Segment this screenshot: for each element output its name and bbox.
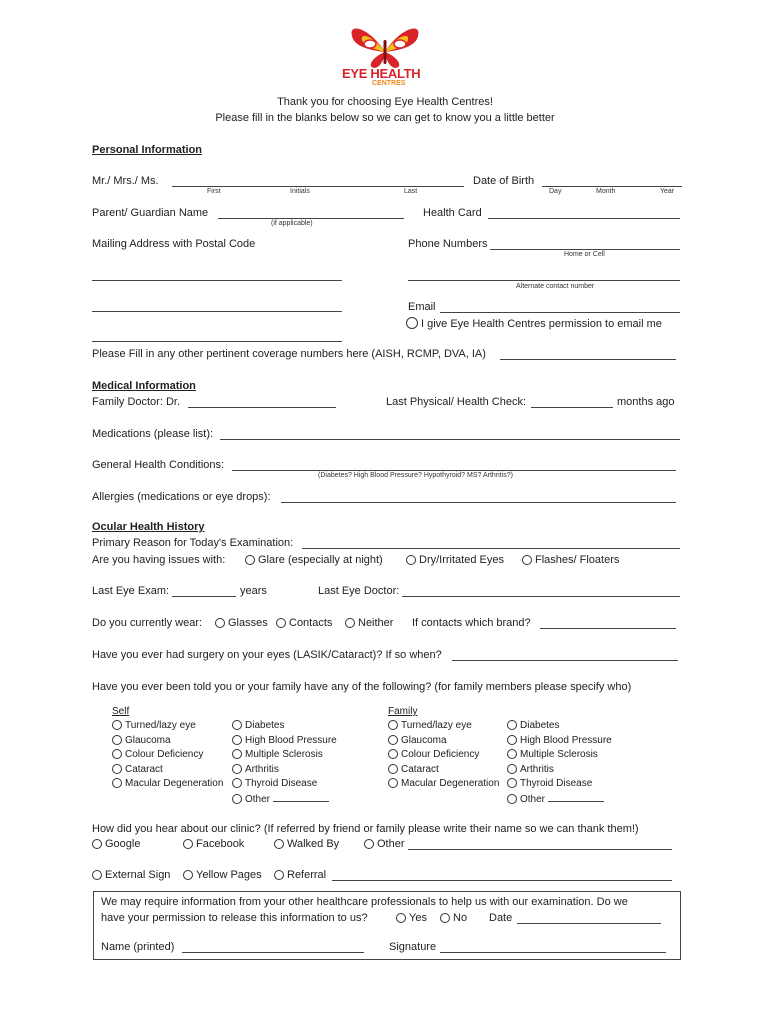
self-glaucoma-radio[interactable] — [112, 735, 122, 745]
self-thyroid-label: Thyroid Disease — [245, 778, 318, 789]
coverage-field[interactable] — [500, 359, 676, 360]
family-thyroid-radio[interactable] — [507, 778, 517, 788]
name-field[interactable] — [172, 186, 464, 187]
family-diabetes-radio[interactable] — [507, 720, 517, 730]
sub-day: Day — [549, 188, 562, 195]
issue-flashes-option[interactable] — [522, 554, 619, 566]
allergies-label: Allergies (medications or eye drops): — [92, 491, 271, 503]
family-ms-label: Multiple Sclerosis — [520, 749, 598, 760]
self-arthritis-label: Arthritis — [245, 763, 279, 775]
ref-sign-radio[interactable] — [92, 870, 102, 880]
family-arthritis-radio[interactable] — [507, 764, 517, 774]
ref-yellow-option[interactable] — [183, 869, 262, 881]
family-turned-radio[interactable] — [388, 720, 398, 730]
email-field[interactable] — [440, 312, 680, 313]
self-glaucoma-label: Glaucoma — [125, 734, 171, 746]
sub-month: Month — [596, 188, 616, 195]
consent-no-option[interactable] — [440, 912, 467, 924]
self-other-field[interactable] — [273, 792, 329, 802]
family-heading: Family — [388, 706, 418, 717]
last-exam-label: Last Eye Exam: — [92, 585, 170, 597]
family-colour-radio[interactable] — [388, 749, 398, 759]
guardian-label: Parent/ Guardian Name — [92, 207, 209, 219]
issue-flashes-radio[interactable] — [522, 555, 532, 565]
email-label: Email — [408, 301, 436, 313]
family-thyroid-option[interactable] — [507, 777, 612, 792]
name-label: Mr./ Mrs./ Ms. — [92, 175, 159, 187]
intro-line2: Please fill in the blanks below so we can get to know you a little better — [215, 112, 555, 124]
consent-date-label: Date — [489, 912, 513, 924]
sub-first: First — [207, 188, 221, 195]
wear-glasses-label: Glasses — [228, 617, 268, 629]
ref-sign-label: External Sign — [105, 869, 171, 881]
allergies-field[interactable] — [281, 502, 676, 503]
family-other-option[interactable] — [507, 792, 612, 808]
email-permission-radio[interactable] — [406, 317, 418, 329]
wear-label: Do you currently wear: — [92, 617, 203, 629]
ref-google-label: Google — [105, 838, 141, 850]
surgery-label: Have you ever had surgery on your eyes (LASIK/Cataract)? If so when? — [92, 649, 442, 661]
self-diabetes-label: Diabetes — [245, 720, 285, 731]
sub-last: Last — [404, 188, 418, 195]
sub-alternate: Alternate contact number — [516, 283, 595, 290]
health-card-field[interactable] — [488, 218, 680, 219]
ref-other-field[interactable] — [408, 849, 672, 850]
sub-initials: Initials — [290, 188, 310, 195]
dob-field[interactable] — [542, 186, 682, 187]
family-thyroid-label: Thyroid Disease — [520, 778, 593, 789]
wear-neither-label: Neither — [358, 617, 394, 629]
self-col2 — [232, 719, 337, 807]
family-turned-option[interactable] — [388, 719, 499, 734]
ref-other-option[interactable] — [364, 838, 405, 850]
wear-glasses-radio[interactable] — [215, 618, 225, 628]
phone-label: Phone Numbers — [408, 238, 488, 250]
address-line-3[interactable] — [92, 341, 342, 342]
issue-glare-option[interactable] — [245, 554, 383, 566]
consent-name-label: Name (printed) — [101, 941, 175, 953]
self-macular-radio[interactable] — [112, 778, 122, 788]
last-doctor-field[interactable] — [402, 596, 680, 597]
self-cataract-label: Cataract — [125, 763, 163, 775]
last-exam-field[interactable] — [172, 596, 236, 597]
dob-label: Date of Birth — [473, 175, 535, 187]
family-ms-radio[interactable] — [507, 749, 517, 759]
ocular-heading: Ocular Health History — [92, 521, 205, 533]
phone-field[interactable] — [490, 249, 680, 250]
self-thyroid-radio[interactable] — [232, 778, 242, 788]
medications-label: Medications (please list): — [92, 428, 214, 440]
ref-sign-option[interactable] — [92, 869, 170, 881]
ref-referral-label: Referral — [287, 869, 327, 881]
ref-walked-radio[interactable] — [274, 839, 284, 849]
sub-if-applicable: (if applicable) — [271, 220, 313, 227]
self-colour-label: Colour Deficiency — [125, 749, 204, 760]
consent-line2: have your permission to release this information to us? — [101, 912, 368, 924]
logo-line1: EYE HEALTH — [342, 66, 421, 81]
self-other-radio[interactable] — [232, 794, 242, 804]
logo — [330, 22, 440, 92]
wear-contacts-option[interactable] — [276, 617, 332, 629]
medical-heading: Medical Information — [92, 380, 196, 392]
self-hbp-radio[interactable] — [232, 735, 242, 745]
family-colour-option[interactable] — [388, 748, 499, 763]
family-turned-label: Turned/lazy eye — [401, 720, 472, 731]
email-permission-label: I give Eye Health Centres permission to email me — [421, 318, 662, 330]
address-line-2[interactable] — [92, 311, 342, 312]
consent-name-field[interactable] — [182, 952, 364, 953]
consent-signature-field[interactable] — [440, 952, 666, 953]
address-line-1[interactable] — [92, 280, 342, 281]
last-exam-years: years — [240, 585, 267, 597]
wear-contacts-label: Contacts — [289, 617, 333, 629]
family-cataract-label: Cataract — [401, 763, 439, 775]
issue-dry-radio[interactable] — [406, 555, 416, 565]
family-hbp-option[interactable] — [507, 734, 612, 749]
issue-glare-label: Glare (especially at night) — [258, 554, 383, 566]
family-hbp-radio[interactable] — [507, 735, 517, 745]
self-glaucoma-option[interactable] — [112, 734, 223, 749]
family-other-label: Other — [520, 793, 546, 805]
health-card-label: Health Card — [423, 207, 482, 219]
self-heading: Self — [112, 706, 130, 717]
family-ms-option[interactable] — [507, 748, 612, 763]
family-macular-option[interactable] — [388, 777, 499, 792]
consent-no-radio[interactable] — [440, 913, 450, 923]
self-thyroid-option[interactable] — [232, 777, 337, 792]
ref-facebook-label: Facebook — [196, 838, 245, 850]
doctor-label: Family Doctor: Dr. — [92, 396, 181, 408]
last-doctor-label: Last Eye Doctor: — [318, 585, 400, 597]
self-other-label: Other — [245, 793, 271, 805]
sub-home-cell: Home or Cell — [564, 251, 605, 258]
ref-referral-option[interactable] — [274, 869, 326, 881]
issue-glare-radio[interactable] — [245, 555, 255, 565]
ref-walked-option[interactable] — [274, 838, 339, 850]
family-col1 — [388, 719, 499, 792]
months-ago: months ago — [617, 396, 675, 408]
family-cataract-radio[interactable] — [388, 764, 398, 774]
self-macular-option[interactable] — [112, 777, 223, 792]
consent-line1: We may require information from your other healthcare professionals to help us with our examination. Do we — [101, 896, 628, 908]
family-other-radio[interactable] — [507, 794, 517, 804]
ref-walked-label: Walked By — [287, 838, 340, 850]
family-col2 — [507, 719, 612, 807]
self-diabetes-option[interactable] — [232, 719, 337, 734]
sub-year: Year — [660, 188, 675, 195]
intro-line1: Thank you for choosing Eye Health Centres! — [277, 96, 493, 108]
wear-glasses-option[interactable] — [215, 617, 268, 629]
self-colour-option[interactable] — [112, 748, 223, 763]
issue-dry-option[interactable] — [406, 554, 504, 566]
family-glaucoma-option[interactable] — [388, 734, 499, 749]
self-ms-option[interactable] — [232, 748, 337, 763]
self-turned-label: Turned/lazy eye — [125, 720, 196, 731]
self-colour-radio[interactable] — [112, 749, 122, 759]
self-arthritis-radio[interactable] — [232, 764, 242, 774]
ref-yellow-radio[interactable] — [183, 870, 193, 880]
wear-neither-option[interactable] — [345, 617, 393, 629]
coverage-label: Please Fill in any other pertinent coverage numbers here (AISH, RCMP, DVA, IA) — [92, 348, 486, 360]
butterfly-logo-icon — [330, 22, 440, 70]
self-ms-radio[interactable] — [232, 749, 242, 759]
personal-heading: Personal Information — [92, 144, 203, 156]
family-glaucoma-label: Glaucoma — [401, 734, 447, 746]
self-ms-label: Multiple Sclerosis — [245, 749, 323, 760]
ref-other-radio[interactable] — [364, 839, 374, 849]
general-label: General Health Conditions: — [92, 459, 225, 471]
ref-referral-radio[interactable] — [274, 870, 284, 880]
referral-question: How did you hear about our clinic? (If referred by friend or family please write their name so we can thank them!) — [92, 823, 639, 835]
general-hint: (Diabetes? High Blood Pressure? Hypothyroid? MS? Arthritis?) — [318, 472, 513, 479]
self-cataract-option[interactable] — [112, 763, 223, 778]
email-permission-option[interactable] — [406, 317, 662, 330]
logo-line2: CENTRES — [372, 80, 406, 87]
guardian-field[interactable] — [218, 218, 404, 219]
family-diabetes-label: Diabetes — [520, 720, 560, 731]
issues-label: Are you having issues with: — [92, 554, 226, 566]
last-physical-field[interactable] — [531, 407, 613, 408]
self-turned-option[interactable] — [112, 719, 223, 734]
family-glaucoma-radio[interactable] — [388, 735, 398, 745]
consent-date-field[interactable] — [517, 923, 661, 924]
family-colour-label: Colour Deficiency — [401, 749, 480, 760]
ref-yellow-label: Yellow Pages — [196, 869, 262, 881]
issue-dry-label: Dry/Irritated Eyes — [419, 554, 504, 566]
family-macular-radio[interactable] — [388, 778, 398, 788]
self-hbp-label: High Blood Pressure — [245, 734, 337, 746]
ref-facebook-option[interactable] — [183, 838, 244, 850]
consent-no-label: No — [453, 912, 468, 924]
doctor-field[interactable] — [188, 407, 336, 408]
family-other-field[interactable] — [548, 792, 604, 802]
ref-other-label: Other — [377, 838, 405, 850]
self-macular-label: Macular Degeneration — [125, 778, 224, 789]
self-diabetes-radio[interactable] — [232, 720, 242, 730]
consent-yes-radio[interactable] — [396, 913, 406, 923]
ref-google-radio[interactable] — [92, 839, 102, 849]
self-hbp-option[interactable] — [232, 734, 337, 749]
medications-field[interactable] — [220, 439, 680, 440]
reason-label: Primary Reason for Today's Examination: — [92, 537, 294, 549]
family-hbp-label: High Blood Pressure — [520, 734, 612, 746]
mailing-label: Mailing Address with Postal Code — [92, 238, 256, 250]
consent-signature-label: Signature — [389, 941, 437, 953]
self-other-option[interactable] — [232, 792, 337, 808]
wear-neither-radio[interactable] — [345, 618, 355, 628]
surgery-field[interactable] — [452, 660, 678, 661]
alternate-phone-field[interactable] — [408, 280, 680, 281]
self-arthritis-option[interactable] — [232, 763, 337, 778]
brand-label: If contacts which brand? — [412, 617, 531, 629]
ref-facebook-radio[interactable] — [183, 839, 193, 849]
ref-referral-field[interactable] — [332, 880, 672, 881]
ref-google-option[interactable] — [92, 838, 140, 850]
family-arthritis-option[interactable] — [507, 763, 612, 778]
wear-contacts-radio[interactable] — [276, 618, 286, 628]
consent-yes-option[interactable] — [396, 912, 427, 924]
issue-flashes-label: Flashes/ Floaters — [535, 554, 620, 566]
reason-field[interactable] — [302, 548, 680, 549]
self-cataract-radio[interactable] — [112, 764, 122, 774]
family-cataract-option[interactable] — [388, 763, 499, 778]
self-col1 — [112, 719, 223, 792]
last-physical-label: Last Physical/ Health Check: — [386, 396, 527, 408]
family-macular-label: Macular Degeneration — [401, 778, 500, 789]
self-turned-radio[interactable] — [112, 720, 122, 730]
family-diabetes-option[interactable] — [507, 719, 612, 734]
consent-yes-label: Yes — [409, 912, 427, 924]
family-arthritis-label: Arthritis — [520, 763, 554, 775]
family-question: Have you ever been told you or your family have any of the following? (for family members please specify who) — [92, 681, 632, 693]
brand-field[interactable] — [540, 628, 676, 629]
general-field[interactable] — [232, 470, 676, 471]
